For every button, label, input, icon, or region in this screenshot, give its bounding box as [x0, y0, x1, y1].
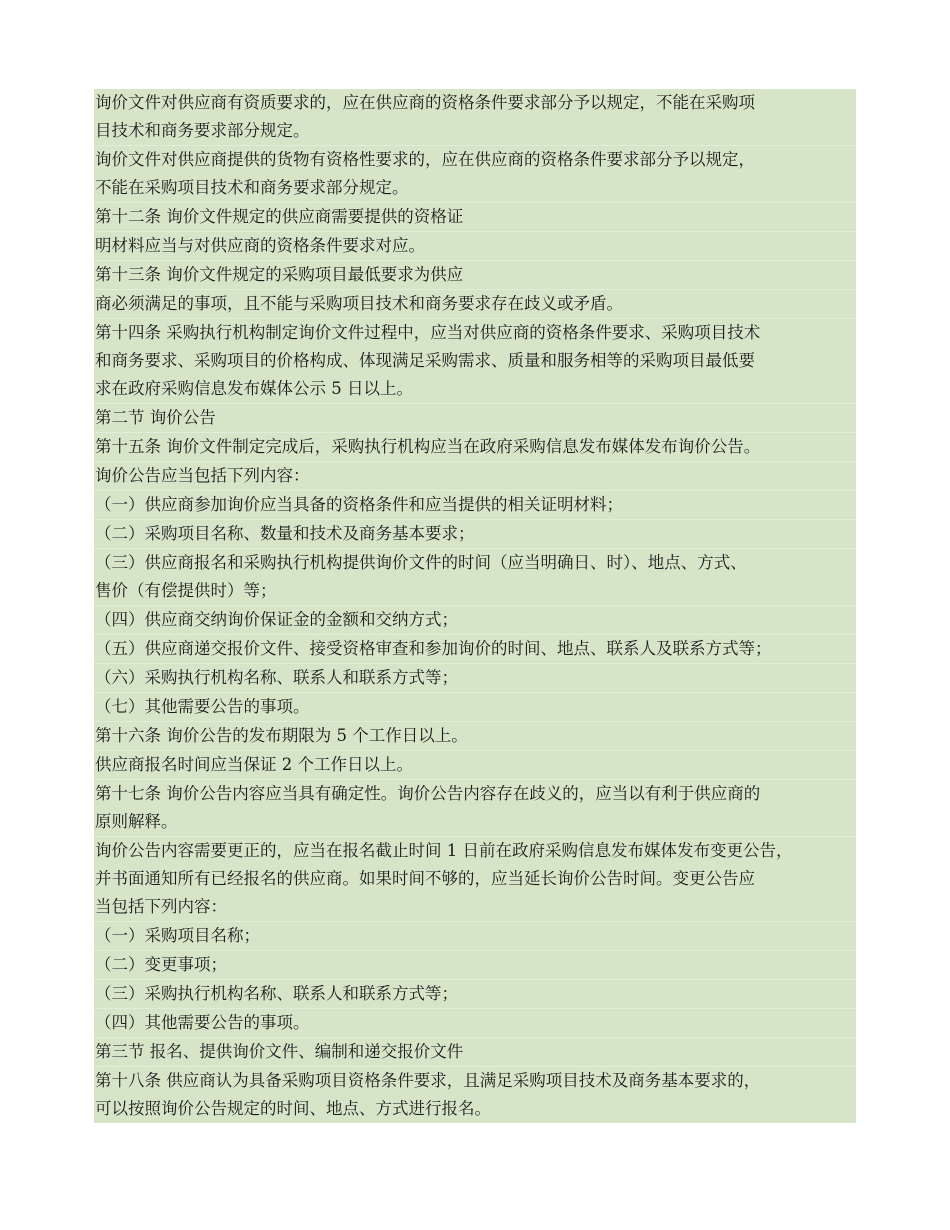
text-line: 第二节 询价公告: [95, 408, 216, 427]
paragraph: [94, 922, 856, 951]
paragraph: [94, 261, 856, 290]
text-line: （二）变更事项；: [95, 955, 227, 974]
text-line: （四）其他需要公告的事项。: [95, 1013, 310, 1032]
text-line: 并书面通知所有已经报名的供应商。如果时间不够的，应当延长询价公告时间。变更公告应: [95, 869, 755, 888]
paragraph: [94, 319, 856, 404]
text-line: 原则解释。: [95, 812, 178, 831]
text-line: （二）采购项目名称、数量和技术及商务基本要求；: [95, 524, 475, 543]
paragraph: [94, 1067, 856, 1123]
text-line: 第三节 报名、提供询价文件、编制和递交报价文件: [95, 1042, 464, 1061]
text-line: （三）供应商报名和采购执行机构提供询价文件的时间（应当明确日、时）、地点、方式、: [95, 553, 747, 572]
text-line: 当包括下列内容：: [95, 897, 227, 916]
text-line: 第十七条 询价公告内容应当具有确定性。询价公告内容存在歧义的，应当以有利于供应商的: [95, 784, 761, 803]
text-line: 第十二条 询价文件规定的供应商需要提供的资格证: [95, 207, 464, 226]
text-line: （一）采购项目名称；: [95, 926, 260, 945]
paragraph: [94, 89, 856, 146]
paragraph: [94, 951, 856, 980]
text-line: 询价公告内容需要更正的，应当在报名截止时间 1 日前在政府采购信息发布媒体发布变更公告，: [95, 841, 793, 860]
paragraph: [94, 462, 856, 491]
text-line: 和商务要求、采购项目的价格构成、体现满足采购需求、质量和服务相等的采购项目最低要: [95, 351, 755, 370]
paragraph: [94, 780, 856, 837]
text-line: 可以按照询价公告规定的时间、地点、方式进行报名。: [95, 1099, 491, 1118]
paragraph: [94, 203, 856, 232]
text-line: （一）供应商参加询价应当具备的资格条件和应当提供的相关证明材料；: [95, 495, 623, 514]
paragraph: [94, 549, 856, 606]
text-line: （七）其他需要公告的事项。: [95, 697, 310, 716]
text-line: 商必须满足的事项，且不能与采购项目技术和商务要求存在歧义或矛盾。: [95, 294, 623, 313]
paragraph: [94, 1038, 856, 1067]
text-line: 不能在采购项目技术和商务要求部分规定。: [95, 178, 409, 197]
paragraph: [94, 232, 856, 261]
paragraph: [94, 635, 856, 664]
document-page: [94, 89, 856, 1123]
text-line: （五）供应商递交报价文件、接受资格审查和参加询价的时间、地点、联系人及联系方式等；: [95, 639, 772, 658]
text-line: 目技术和商务要求部分规定。: [95, 121, 310, 140]
text-line: 明材料应当与对供应商的资格条件要求对应。: [95, 236, 425, 255]
text-line: 求在政府采购信息发布媒体公示 5 日以上。: [95, 379, 413, 398]
text-line: 第十三条 询价文件规定的采购项目最低要求为供应: [95, 265, 464, 284]
paragraph: [94, 837, 856, 922]
paragraph: [94, 520, 856, 549]
paragraph: [94, 290, 856, 319]
paragraph: [94, 146, 856, 203]
text-line: 第十六条 询价公告的发布期限为 5 个工作日以上。: [95, 726, 468, 745]
paragraph: [94, 491, 856, 520]
text-line: 询价文件对供应商有资质要求的，应在供应商的资格条件要求部分予以规定，不能在采购项: [95, 93, 755, 112]
text-line: 第十五条 询价文件制定完成后，采购执行机构应当在政府采购信息发布媒体发布询价公告。: [95, 437, 761, 456]
paragraph: [94, 606, 856, 635]
text-line: 第十四条 采购执行机构制定询价文件过程中，应当对供应商的资格条件要求、采购项目技术: [95, 323, 761, 342]
text-line: （六）采购执行机构名称、联系人和联系方式等；: [95, 668, 458, 687]
text-line: 第十八条 供应商认为具备采购项目资格条件要求，且满足采购项目技术及商务基本要求的，: [95, 1071, 761, 1090]
paragraph: [94, 722, 856, 751]
paragraph: [94, 751, 856, 780]
text-line: 供应商报名时间应当保证 2 个工作日以上。: [95, 755, 413, 774]
text-line: （三）采购执行机构名称、联系人和联系方式等；: [95, 984, 458, 1003]
paragraph: [94, 404, 856, 433]
paragraph: [94, 433, 856, 462]
paragraph: [94, 980, 856, 1009]
text-line: （四）供应商交纳询价保证金的金额和交纳方式；: [95, 610, 458, 629]
paragraph: [94, 693, 856, 722]
paragraph: [94, 664, 856, 693]
paragraph: [94, 1009, 856, 1038]
text-line: 询价公告应当包括下列内容：: [95, 466, 310, 485]
text-line: 售价（有偿提供时）等；: [95, 581, 277, 600]
text-line: 询价文件对供应商提供的货物有资格性要求的，应在供应商的资格条件要求部分予以规定，: [95, 150, 755, 169]
